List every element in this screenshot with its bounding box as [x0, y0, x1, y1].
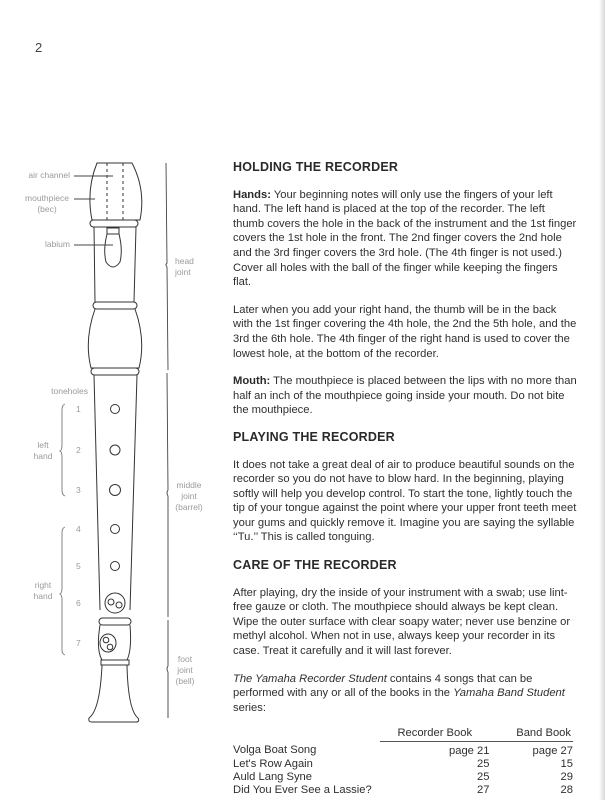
text-mouth: The mouthpiece is placed between the lips with no more than half an inch of the mouthpiece going inside your mouth. Do not bite the mouthpiece.	[233, 375, 577, 417]
table-row	[233, 771, 573, 784]
paragraph-playing: It does not take a great deal of air to produce beautiful sounds on the recorder so you do not have to blow hard. In the beginning, playing softly will help you develop control. To start the tone, lightly touch the tip of your tongue against the point where your upper front teeth meet your gums and quickly remove it. Imagine you are saying the syllable ‘‘Tu.’’ This is called tonguing.	[233, 458, 577, 544]
band-page: 29	[560, 771, 573, 784]
table-row	[233, 758, 573, 771]
song-name: Let's Row Again	[233, 757, 313, 770]
label-head-joint	[175, 256, 194, 278]
label-right-hand-l2: hand	[33, 591, 53, 601]
middle-joint-brace	[167, 373, 168, 617]
songs-table	[233, 727, 573, 797]
hole-number-1: 1	[76, 404, 81, 414]
tonehole-5	[111, 562, 120, 571]
foot-joint-brace	[167, 620, 168, 718]
ring	[91, 368, 139, 375]
tonehole-1	[111, 405, 120, 414]
table-header-row	[233, 727, 573, 741]
song-name: Did You Ever See a Lassie?	[233, 784, 372, 797]
table-header-band: Band Book	[489, 727, 573, 741]
title-recorder-student: The Yamaha Recorder Student	[233, 672, 387, 685]
label-middle-joint	[170, 480, 208, 513]
paragraph-songs-intro	[233, 672, 578, 716]
labium-window	[105, 234, 122, 267]
label-foot-joint-l1: foot	[177, 654, 193, 664]
band-page: page 27	[532, 744, 573, 757]
table-row	[233, 784, 573, 797]
page-number: 2	[35, 40, 43, 55]
main-text	[233, 160, 578, 797]
page-edge-shadow	[599, 0, 605, 800]
text-hands: Your beginning notes will only use the fingers of your left hand. The left hand is placed at the top of the recorder. The left thumb covers the hole in the back of the instrument and the 1st finger covers the 1st hole in the front. The 2nd finger covers the 2nd hole and the 3rd finger covers the 3rd hole. (The 4th finger is not used.) Cover all holes with the ball of the finger while keeping the fingers flat.	[233, 188, 577, 289]
heading-care: CARE OF THE RECORDER	[233, 558, 397, 573]
right-hand-brace	[60, 527, 65, 655]
song-name: Volga Boat Song	[233, 744, 317, 757]
recorder-page: 27	[477, 784, 490, 797]
left-hand-brace	[60, 404, 65, 496]
ring	[90, 220, 138, 227]
paragraph-right-hand: Later when you add your right hand, the thumb will be in the back with the 1st finger covering the 4th hole, the 2nd the 5th hole, and the 3rd the 6th hole. The 4th finger of the right hand is used to cover the lowest hole, at the bottom of the recorder.	[233, 303, 577, 360]
tonehole-3	[110, 485, 121, 496]
label-right-hand	[28, 580, 58, 602]
lead-mouth: Mouth:	[233, 375, 271, 388]
tonehole-2	[110, 445, 120, 455]
label-left-hand	[28, 440, 58, 462]
label-left-hand-l2: hand	[33, 451, 53, 461]
label-head-joint-l1: head	[175, 256, 194, 266]
heading-playing: PLAYING THE RECORDER	[233, 429, 395, 444]
songs-intro-mid: contains 4 songs that can be performed with any or all of the books in the	[233, 672, 533, 700]
label-middle-joint-l3: (barrel)	[175, 502, 203, 512]
paragraph-mouth	[233, 374, 578, 418]
paragraph-hands	[233, 188, 578, 290]
recorder-page: 25	[477, 757, 490, 770]
hole-number-7: 7	[76, 638, 81, 648]
ring	[99, 618, 131, 625]
label-mouthpiece-alt: (bec)	[37, 204, 57, 214]
tonehole-4	[111, 525, 120, 534]
recorder-page: 25	[477, 771, 490, 784]
label-foot-joint	[170, 654, 200, 687]
label-mouthpiece	[18, 193, 76, 215]
paragraph-care: After playing, dry the inside of your instrument with a swab; use lint-free gauze or cloth. The mouthpiece should always be kept clean. Wipe the outer surface with clear soapy water; never use benzine or methyl alcohol. When not in use, always keep your recorder in its case. Treat it carefully and it will last forever.	[233, 586, 571, 658]
title-band-student: Yamaha Band Student	[453, 687, 565, 700]
band-page: 15	[560, 757, 573, 770]
label-toneholes: toneholes	[51, 386, 88, 396]
heading-holding: HOLDING THE RECORDER	[233, 160, 399, 174]
ring	[93, 302, 137, 309]
label-air-channel: air channel	[28, 170, 70, 180]
recorder-page: page 21	[449, 744, 490, 757]
hole-number-5: 5	[76, 561, 81, 571]
label-right-hand-l1: right	[34, 580, 52, 590]
hole-number-4: 4	[76, 524, 81, 534]
label-foot-joint-l2: joint	[177, 665, 193, 675]
head-joint-brace	[166, 163, 168, 370]
song-name: Auld Lang Syne	[233, 771, 312, 784]
label-mouthpiece-text: mouthpiece	[25, 193, 69, 203]
table-header-song	[233, 727, 380, 741]
lead-hands: Hands:	[233, 188, 271, 201]
mouthpiece-shape	[90, 163, 142, 220]
label-middle-joint-l1: middle	[176, 480, 202, 490]
hole-number-2: 2	[76, 445, 81, 455]
hole-number-6: 6	[76, 598, 81, 608]
label-labium: labium	[44, 239, 70, 249]
label-left-hand-l1: left	[37, 440, 49, 450]
songs-intro-end: series:	[233, 701, 266, 714]
band-page: 28	[560, 784, 573, 797]
label-foot-joint-l3: (bell)	[175, 676, 195, 686]
hole-number-3: 3	[76, 485, 81, 495]
label-middle-joint-l2: joint	[181, 491, 197, 501]
label-head-joint-l2: joint	[175, 267, 191, 277]
table-header-recorder: Recorder Book	[380, 727, 489, 741]
table-row	[233, 741, 573, 758]
